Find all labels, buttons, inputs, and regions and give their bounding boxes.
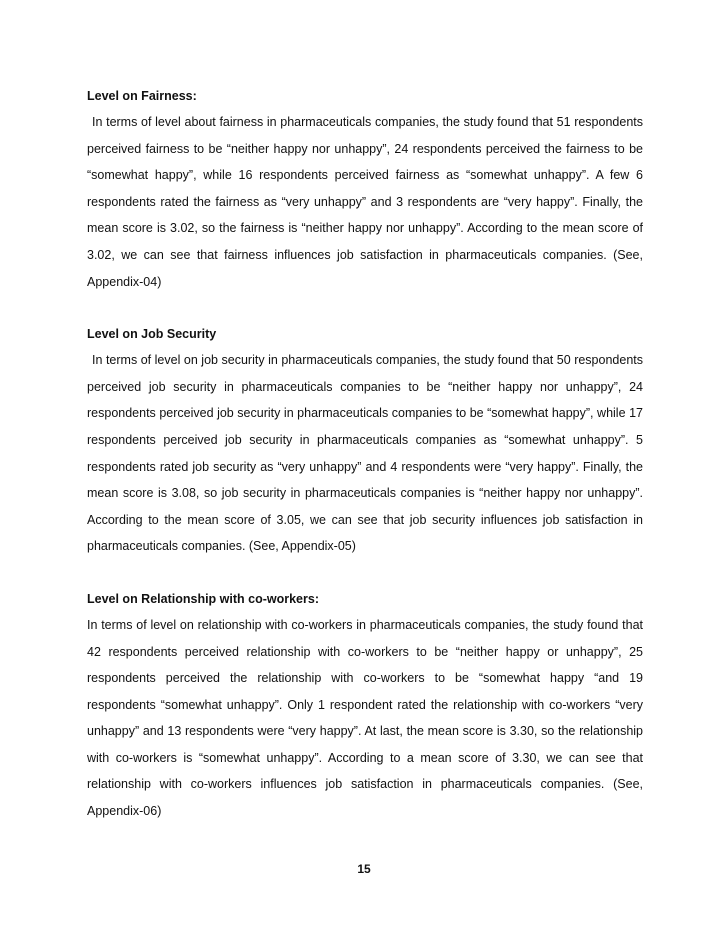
section-paragraph: In terms of level about fairness in pharmaceuticals companies, the study found that 51 respondents perceived fairness to be “neither happy nor unhappy”, 24 respondents perceived the fairness to be “somewhat happy”, while 16 respondents perceived fairness as “somewhat unhappy”. A few 6 respondents rated the fairness as “very unhappy” and 3 respondents are “very happy”. Finally, the mean score is 3.02, so the fairness is “neither happy nor unhappy”. According to the mean score of 3.02, we can see that fairness influences job satisfaction in pharmaceuticals companies. (See, Appendix-04) [87, 115, 643, 289]
section-heading: Level on Fairness: [87, 89, 197, 103]
section-heading: Level on Job Security [87, 327, 217, 342]
section-paragraph: In terms of level on relationship with co-workers in pharmaceuticals companies, the study found that 42 respondents perceived relationship with co-workers to be “neither happy or unhappy”, 25 respondents perceived the relationship with co-workers to be “somewhat happy “and 19 respondents “somewhat unhappy”. Only 1 respondent rated the relationship with co-workers “very unhappy” and 13 respondents were “very happy”. At last, the mean score is 3.30, so the relationship with co-workers is “somewhat unhappy”. According to a mean score of 3.30, we can see that relationship with co-workers influences job satisfaction in pharmaceuticals companies. (See, Appendix-06) [87, 617, 643, 819]
section-paragraph: In terms of level on job security in pharmaceuticals companies, the study found that 50 respondents perceived job security in pharmaceuticals companies to be “neither happy nor unhappy”, 24 respondents perceived job security in pharmaceuticals companies to be “somewhat happy”, while 17 respondents perceived job security in pharmaceuticals companies as “somewhat unhappy”. 5 respondents rated job security as “very unhappy” and 4 respondents were “very happy”. Finally, the mean score is 3.08, so job security in pharmaceuticals companies is “neither happy nor unhappy”. According to the mean score of 3.05, we can see that job security influences job satisfaction in pharmaceuticals companies. (See, Appendix-05) [87, 353, 643, 554]
page-number: 15 [357, 862, 371, 876]
section-job-security [87, 321, 643, 560]
section-heading: Level on Relationship with co-workers: [87, 591, 319, 606]
section-spacer [87, 295, 643, 321]
section-spacer [87, 560, 643, 586]
section-fairness [87, 83, 643, 295]
section-relationship-coworkers [87, 586, 643, 825]
document-page [87, 83, 643, 825]
